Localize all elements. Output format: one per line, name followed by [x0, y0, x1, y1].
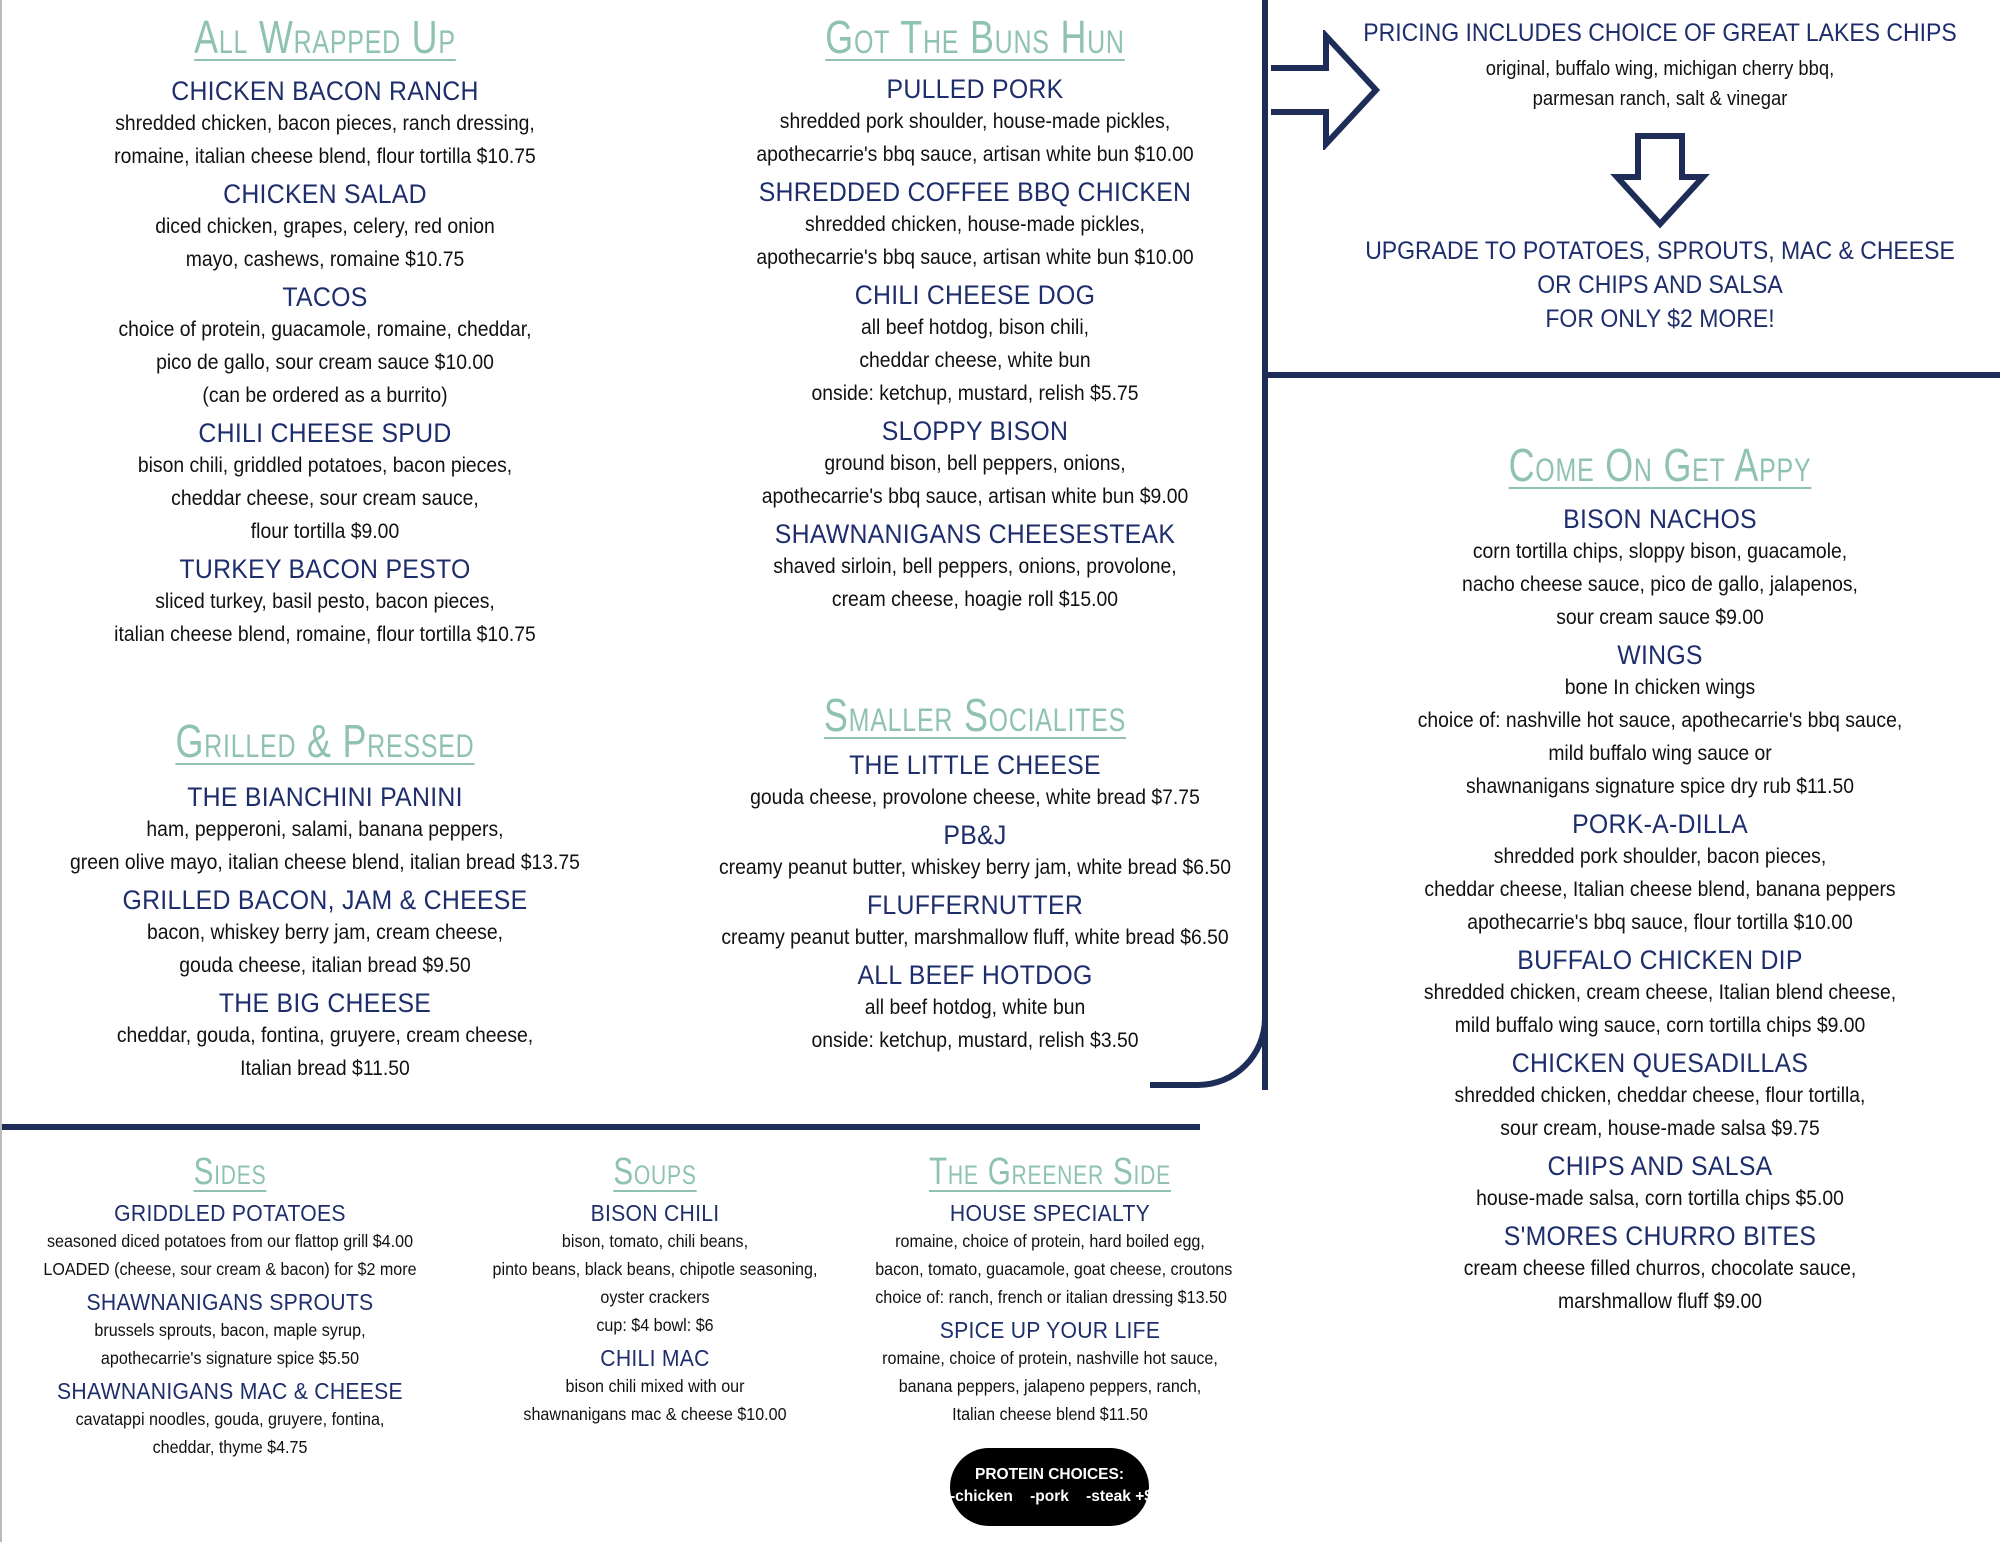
item-description — [69, 585, 582, 651]
description-line: apothecarrie's bbq sauce, artisan white bun $10.00 — [756, 142, 1194, 166]
item-name: PORK-A-DILLA — [1572, 809, 1748, 839]
menu-item — [860, 1317, 1240, 1428]
menu-item — [660, 890, 1290, 954]
item-name: CHICKEN SALAD — [223, 179, 427, 209]
menu-item — [660, 750, 1290, 814]
item-description — [705, 105, 1245, 171]
item-description — [69, 313, 582, 412]
menu-item — [660, 960, 1290, 1057]
description-line: italian cheese blend, romaine, flour tortilla $10.75 — [114, 622, 536, 646]
menu-item — [40, 554, 610, 651]
section-title-appy: Come On Get Appy — [1508, 439, 1812, 491]
description-line: pinto beans, black beans, chipotle seasoning, — [492, 1259, 818, 1279]
description-line: flour tortilla $9.00 — [250, 519, 400, 543]
menu-item — [40, 885, 610, 982]
item-name: WINGS — [1617, 640, 1703, 670]
item-description — [1408, 840, 1912, 939]
section-title-grilled: Grilled & Pressed — [175, 715, 475, 767]
item-name: BUFFALO CHICKEN DIP — [1517, 945, 1803, 975]
section-grilled — [40, 712, 610, 1091]
description-line: onside: ketchup, mustard, relish $3.50 — [811, 1028, 1139, 1052]
description-line: cavatappi noodles, gouda, gruyere, fontina, — [75, 1409, 385, 1429]
description-line: shredded chicken, cheddar cheese, flour tortilla, — [1454, 1083, 1866, 1107]
item-description — [480, 1227, 830, 1339]
horizontal-divider-bottom — [0, 1124, 1200, 1130]
item-description — [69, 210, 582, 276]
description-line: shredded chicken, cream cheese, Italian blend cheese, — [1423, 980, 1897, 1004]
description-line: sour cream sauce $9.00 — [1556, 605, 1764, 629]
description-line: shawnanigans mac & cheese $10.00 — [523, 1404, 787, 1424]
item-name: PB&J — [943, 820, 1007, 850]
description-line: romaine, choice of protein, nashville hot sauce, — [882, 1348, 1218, 1368]
item-name: BISON NACHOS — [1563, 504, 1757, 534]
item-name: ALL BEEF HOTDOG — [857, 960, 1093, 990]
section-greener — [860, 1148, 1240, 1434]
description-line: brussels sprouts, bacon, maple syrup, — [94, 1320, 366, 1340]
item-description — [705, 311, 1245, 410]
item-name: PULLED PORK — [886, 74, 1064, 104]
menu-item — [40, 76, 610, 173]
item-name: S'MORES CHURRO BITES — [1503, 1221, 1817, 1251]
upgrade-line: UPGRADE TO POTATOES, SPROUTS, MAC & CHEESE — [1365, 237, 1955, 265]
item-name: GRIDDLED POTATOES — [114, 1200, 346, 1226]
description-line: gouda cheese, provolone cheese, white bread $7.75 — [750, 785, 1200, 809]
description-line: bison, tomato, chili beans, — [561, 1231, 749, 1251]
description-line: green olive mayo, italian cheese blend, italian bread $13.75 — [70, 850, 580, 874]
description-line: cheddar cheese, white bun — [859, 348, 1091, 372]
left-edge — [0, 0, 2, 1542]
description-line: LOADED (cheese, sour cream & bacon) for $2 more — [43, 1259, 417, 1279]
menu-item — [1380, 809, 1940, 939]
description-line: banana peppers, jalapeno peppers, ranch, — [898, 1376, 1202, 1396]
description-line: Italian cheese blend $11.50 — [952, 1404, 1148, 1424]
item-name: THE BIG CHEESE — [218, 988, 432, 1018]
item-name: CHICKEN BACON RANCH — [171, 76, 479, 106]
item-description — [69, 813, 582, 879]
description-line: onside: ketchup, mustard, relish $5.75 — [811, 381, 1139, 405]
pricing-text: PRICING INCLUDES CHOICE OF GREAT LAKES CHIPS — [1363, 19, 1957, 47]
horizontal-divider-right — [1262, 372, 2000, 378]
section-wrapped — [40, 8, 610, 657]
description-line: all beef hotdog, bison chili, — [860, 315, 1090, 339]
section-title-greener: The Greener Side — [928, 1151, 1172, 1193]
section-smaller — [660, 686, 1290, 1063]
section-appy — [1380, 436, 1940, 1324]
description-line: romaine, choice of protein, hard boiled egg, — [895, 1231, 1205, 1251]
upgrade-line: OR CHIPS AND SALSA — [1537, 271, 1783, 299]
section-title-wrapped: All Wrapped Up — [194, 11, 456, 63]
item-name: FLUFFERNUTTER — [866, 890, 1084, 920]
chip-flavors — [1356, 54, 1963, 114]
menu-item — [675, 519, 1275, 616]
description-line: mild buffalo wing sauce or — [1548, 741, 1772, 765]
protein-choices-badge — [950, 1448, 1162, 1526]
item-description — [1408, 671, 1912, 803]
description-line: oyster crackers — [600, 1287, 710, 1307]
item-description — [705, 208, 1245, 274]
description-line: ground bison, bell peppers, onions, — [824, 451, 1126, 475]
menu-item — [860, 1200, 1240, 1311]
item-name: CHICKEN QUESADILLAS — [1511, 1048, 1809, 1078]
item-description — [69, 1019, 582, 1085]
menu-item — [40, 782, 610, 879]
item-description — [875, 1227, 1233, 1311]
menu-item — [10, 1378, 450, 1461]
item-name: SHREDDED COFFEE BBQ CHICKEN — [758, 177, 1192, 207]
item-name: BISON CHILI — [590, 1200, 720, 1226]
item-description — [1408, 976, 1912, 1042]
description-line: bison chili mixed with our — [565, 1376, 745, 1396]
description-line: romaine, italian cheese blend, flour tortilla $10.75 — [114, 144, 536, 168]
description-line: nacho cheese sauce, pico de gallo, jalapenos, — [1462, 572, 1858, 596]
menu-item — [10, 1289, 450, 1372]
item-description — [692, 991, 1259, 1057]
section-sides — [10, 1148, 450, 1467]
item-name: TACOS — [282, 282, 368, 312]
section-soups — [465, 1148, 845, 1434]
description-line: corn tortilla chips, sloppy bison, guacamole, — [1472, 539, 1848, 563]
item-name: SPICE UP YOUR LIFE — [939, 1317, 1161, 1343]
menu-item — [40, 988, 610, 1085]
description-line: shaved sirloin, bell peppers, onions, provolone, — [773, 554, 1177, 578]
item-description — [28, 1405, 433, 1461]
item-name: SHAWNANIGANS SPROUTS — [86, 1289, 374, 1315]
item-description — [69, 916, 582, 982]
chips-line: parmesan ranch, salt & vinegar — [1532, 88, 1788, 110]
item-name: CHIPS AND SALSA — [1547, 1151, 1773, 1181]
protein-title: PROTEIN CHOICES: — [975, 1466, 1124, 1483]
menu-item — [675, 74, 1275, 171]
menu-item — [675, 416, 1275, 513]
description-line: sour cream, house-made salsa $9.75 — [1500, 1116, 1820, 1140]
item-description — [692, 851, 1259, 884]
section-title-sides: Sides — [193, 1151, 267, 1193]
item-description — [1408, 535, 1912, 634]
description-line: bacon, tomato, guacamole, goat cheese, croutons — [875, 1259, 1233, 1279]
menu-item — [660, 820, 1290, 884]
item-name: CHILI MAC — [600, 1345, 710, 1371]
item-description — [1408, 1252, 1912, 1318]
description-line: shredded pork shoulder, house-made pickles, — [779, 109, 1171, 133]
item-description — [705, 447, 1245, 513]
menu-item — [40, 179, 610, 276]
description-line: ham, pepperoni, salami, banana peppers, — [146, 817, 504, 841]
menu-item — [1380, 640, 1940, 803]
menu-item — [1380, 945, 1940, 1042]
item-name: SHAWNANIGANS MAC & CHEESE — [57, 1378, 403, 1404]
description-line: choice of: nashville hot sauce, apothecarrie's bbq sauce, — [1417, 708, 1903, 732]
description-line: diced chicken, grapes, celery, red onion — [155, 214, 495, 238]
description-line: shredded chicken, house-made pickles, — [805, 212, 1145, 236]
menu-item — [40, 418, 610, 548]
section-buns — [675, 8, 1275, 622]
protein-options: -chicken -pork -steak +$3 — [950, 1488, 1162, 1505]
description-line: Italian bread $11.50 — [240, 1056, 410, 1080]
description-line: shawnanigans signature spice dry rub $11.50 — [1466, 774, 1854, 798]
item-name: THE LITTLE CHEESE — [849, 750, 1101, 780]
description-line: apothecarrie's bbq sauce, flour tortilla $10.00 — [1467, 910, 1853, 934]
item-name: HOUSE SPECIALTY — [949, 1200, 1151, 1226]
menu-item — [1380, 1221, 1940, 1318]
item-name: THE BIANCHINI PANINI — [187, 782, 463, 812]
description-line: cheddar cheese, sour cream sauce, — [171, 486, 479, 510]
description-line: cream cheese filled churros, chocolate sauce, — [1463, 1256, 1857, 1280]
item-description — [1408, 1079, 1912, 1145]
description-line: shredded pork shoulder, bacon pieces, — [1493, 844, 1827, 868]
item-name: CHILI CHEESE SPUD — [198, 418, 452, 448]
chips-line: original, buffalo wing, michigan cherry bbq, — [1485, 58, 1835, 80]
description-line: shredded chicken, bacon pieces, ranch dressing, — [115, 111, 535, 135]
description-line: cheddar, thyme $4.75 — [152, 1437, 308, 1457]
section-title-soups: Soups — [613, 1151, 697, 1193]
item-description — [692, 921, 1259, 954]
item-description — [69, 449, 582, 548]
description-line: pico de gallo, sour cream sauce $10.00 — [156, 350, 494, 374]
description-line: gouda cheese, italian bread $9.50 — [179, 953, 471, 977]
description-line: house-made salsa, corn tortilla chips $5.00 — [1476, 1186, 1844, 1210]
item-description — [28, 1316, 433, 1372]
description-line: seasoned diced potatoes from our flattop grill $4.00 — [46, 1231, 414, 1251]
description-line: sliced turkey, basil pesto, bacon pieces, — [155, 589, 495, 613]
arrow-down-icon — [1610, 132, 1710, 232]
item-description — [480, 1372, 830, 1428]
item-description — [69, 107, 582, 173]
item-name: CHILI CHEESE DOG — [854, 280, 1096, 310]
upgrade-text — [1356, 234, 1963, 336]
description-line: choice of protein, guacamole, romaine, cheddar, — [118, 317, 532, 341]
menu-item — [1380, 1151, 1940, 1215]
menu-item — [465, 1200, 845, 1339]
item-name: SLOPPY BISON — [881, 416, 1069, 446]
description-line: mild buffalo wing sauce, corn tortilla chips $9.00 — [1454, 1013, 1866, 1037]
menu-item — [40, 282, 610, 412]
menu-item — [10, 1200, 450, 1283]
description-line: apothecarrie's bbq sauce, artisan white bun $9.00 — [761, 484, 1189, 508]
description-line: mayo, cashews, romaine $10.75 — [185, 247, 465, 271]
description-line: bison chili, griddled potatoes, bacon pieces, — [137, 453, 513, 477]
menu-item — [675, 177, 1275, 274]
menu-item — [465, 1345, 845, 1428]
description-line: cheddar, gouda, fontina, gruyere, cream cheese, — [116, 1023, 534, 1047]
info-panel — [1330, 16, 1990, 114]
description-line: marshmallow fluff $9.00 — [1558, 1289, 1762, 1313]
description-line: cream cheese, hoagie roll $15.00 — [831, 587, 1119, 611]
description-line: cup: $4 bowl: $6 — [596, 1315, 714, 1335]
item-description — [705, 550, 1245, 616]
description-line: bone In chicken wings — [1564, 675, 1756, 699]
item-name: SHAWNANIGANS CHEESESTEAK — [774, 519, 1176, 549]
menu-item — [675, 280, 1275, 410]
description-line: creamy peanut butter, marshmallow fluff, white bread $6.50 — [721, 925, 1229, 949]
menu-item — [1380, 1048, 1940, 1145]
item-description — [28, 1227, 433, 1283]
description-line: creamy peanut butter, whiskey berry jam, white bread $6.50 — [719, 855, 1231, 879]
item-name: TURKEY BACON PESTO — [179, 554, 471, 584]
description-line: choice of: ranch, french or italian dressing $13.50 — [875, 1287, 1227, 1307]
menu-item — [1380, 504, 1940, 634]
item-name: GRILLED BACON, JAM & CHEESE — [122, 885, 528, 915]
description-line: all beef hotdog, white bun — [864, 995, 1086, 1019]
arrow-right-icon — [1268, 30, 1383, 150]
description-line: bacon, whiskey berry jam, cream cheese, — [147, 920, 503, 944]
item-description — [1408, 1182, 1912, 1215]
description-line: apothecarrie's signature spice $5.50 — [100, 1348, 360, 1368]
item-description — [875, 1344, 1225, 1428]
section-title-buns: Got The Buns Hun — [825, 11, 1125, 63]
description-line: cheddar cheese, Italian cheese blend, banana peppers — [1424, 877, 1896, 901]
description-line: (can be ordered as a burrito) — [202, 383, 448, 407]
section-title-smaller: Smaller Socialites — [823, 689, 1127, 741]
item-description — [692, 781, 1259, 814]
description-line: apothecarrie's bbq sauce, artisan white bun $10.00 — [756, 245, 1194, 269]
upgrade-line: FOR ONLY $2 MORE! — [1545, 305, 1775, 333]
